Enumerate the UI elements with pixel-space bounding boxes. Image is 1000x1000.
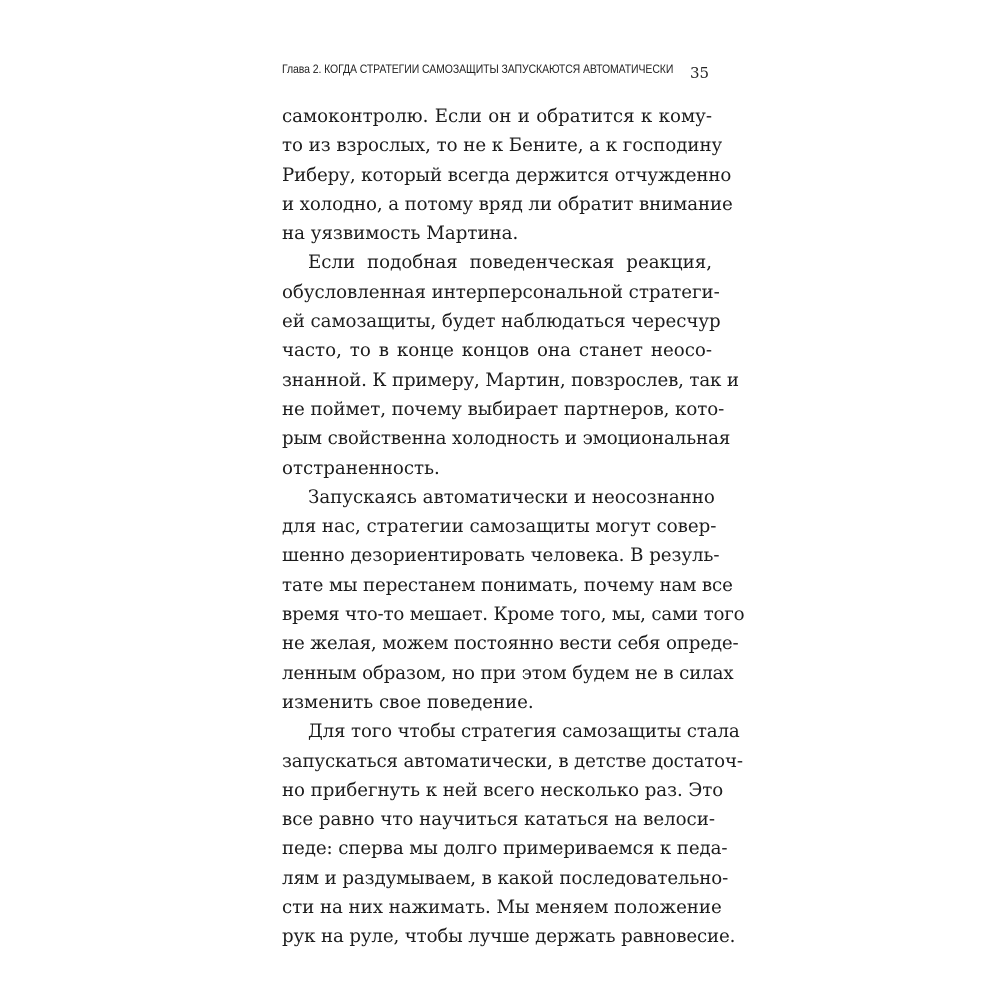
text-line: запускаться автоматически, в детстве достаточ- — [282, 750, 743, 772]
text-line: но прибегнуть к ней всего несколько раз. Это — [282, 779, 724, 801]
text-line: тате мы перестанем понимать, почему нам все — [282, 574, 733, 596]
text-line: сти на них нажимать. Мы меняем положение — [282, 897, 722, 919]
text-line: обусловленная интерперсональной стратеги- — [282, 281, 720, 303]
text-line: для нас, стратегии самозащиты могут совер- — [282, 516, 717, 538]
text-line: на уязвимость Мартина. — [282, 223, 519, 245]
text-line: шенно дезориентировать человека. В резуль- — [282, 545, 720, 567]
text-line: часто, то в конце концов она станет неосо- — [282, 340, 712, 362]
running-head: Глава 2. КОГДА СТРАТЕГИИ САМОЗАЩИТЫ ЗАПУСКАЮТСЯ АВТОМАТИЧЕСКИ — [282, 62, 674, 76]
text-line: все равно что научиться кататься на велоси- — [282, 809, 715, 831]
text-line: педе: сперва мы долго примериваемся к педа- — [282, 838, 728, 860]
text-line: не желая, можем постоянно вести себя опреде- — [282, 633, 739, 655]
text-line: Запускаясь автоматически и неосознанно — [308, 486, 715, 508]
text-line: и холодно, а потому вряд ли обратит внимание — [282, 193, 733, 215]
text-line: отстраненность. — [282, 457, 440, 479]
text-line: лям и раздумываем, в какой последовательно- — [282, 867, 729, 889]
text-line: ей самозащиты, будет наблюдаться чересчур — [282, 311, 721, 333]
body-text — [282, 102, 745, 952]
page-number: 35 — [690, 64, 710, 82]
text-line: рук на руле, чтобы лучше держать равновесие. — [282, 926, 736, 948]
text-line: время что-то мешает. Кроме того, мы, сами того — [282, 604, 745, 626]
text-line: самоконтролю. Если он и обратится к кому- — [282, 106, 712, 127]
text-line: Для того чтобы стратегия самозащиты стала — [308, 721, 740, 743]
text-line: рым свойственна холодность и эмоциональная — [282, 428, 731, 450]
text-line: Риберу, который всегда держится отчужденно — [282, 164, 732, 186]
text-line: знанной. К примеру, Мартин, повзрослев, так и — [282, 369, 739, 391]
text-line: то из взрослых, то не к Бените, а к господину — [282, 135, 723, 157]
text-line: изменить свое поведение. — [282, 691, 534, 713]
text-line: Если подобная поведенческая реакция, — [308, 252, 712, 274]
text-line: ленным образом, но при этом будем не в силах — [282, 662, 734, 684]
text-line: не поймет, почему выбирает партнеров, кото- — [282, 398, 725, 420]
